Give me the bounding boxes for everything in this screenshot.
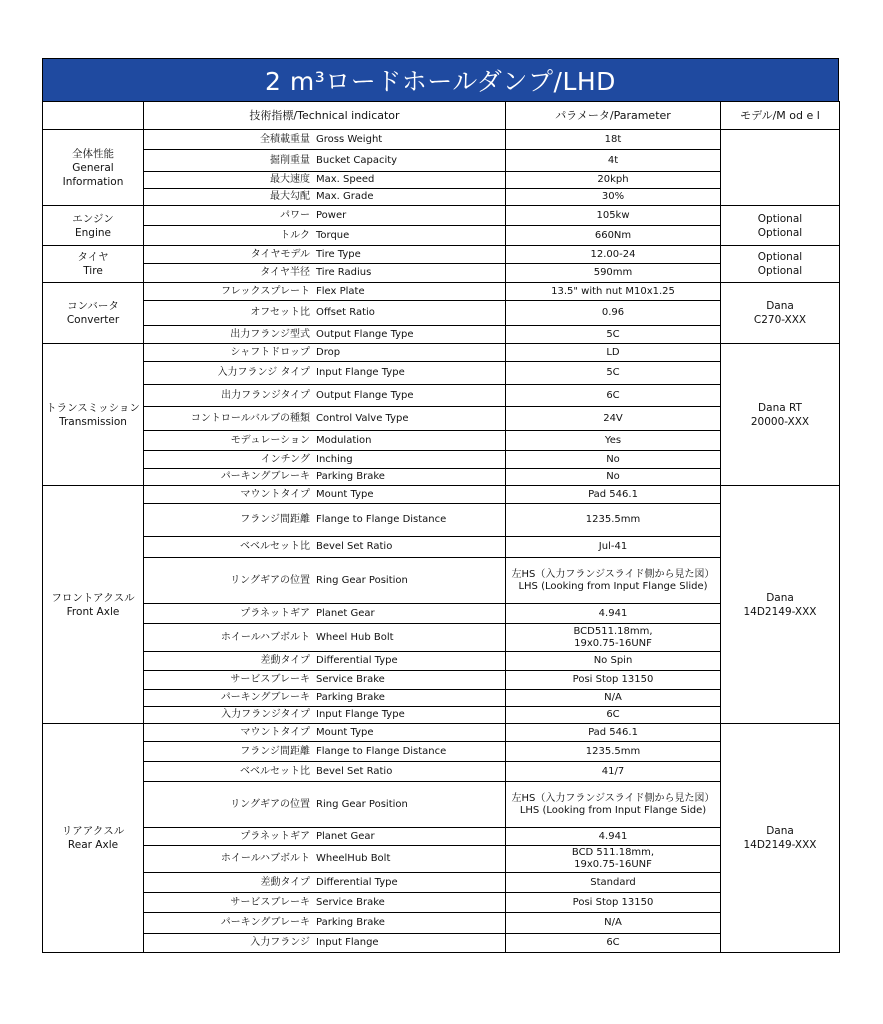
table-row [43, 893, 840, 913]
indicator-en: Bevel Set Ratio [316, 765, 393, 777]
indicator-jp: タイヤ半径 [260, 267, 310, 278]
indicator-jp: マウントタイプ [240, 488, 310, 500]
indicator-jp: サービスブレーキ [230, 896, 310, 908]
indicator-en: Max. Speed [316, 174, 375, 185]
header-parameter: パラメータ/Parameter [506, 102, 721, 130]
table-row [43, 451, 840, 469]
parameter-value [506, 469, 721, 486]
group-label-jp: リアアクスル [61, 825, 125, 837]
parameter-value [506, 934, 721, 953]
parameter-value-line: Posi Stop 13150 [572, 674, 654, 685]
parameter-value-line: 30% [601, 191, 625, 202]
parameter-value-line: 5C [606, 328, 620, 340]
parameter-value [506, 206, 721, 226]
group-label-en: Rear Axle [67, 839, 119, 851]
parameter-value-line: Yes [604, 434, 622, 446]
group-label-cell [43, 283, 144, 344]
indicator-en: Power [316, 209, 347, 221]
indicator-cell [144, 301, 506, 326]
model-line: 14D2149-XXX [743, 605, 817, 618]
indicator-jp: リングギアの位置 [230, 798, 310, 810]
model-line: Dana RT [758, 401, 802, 414]
indicator-jp: フランジ間距離 [240, 745, 310, 757]
parameter-value [506, 558, 721, 604]
parameter-value-line: 41/7 [601, 765, 625, 777]
parameter-value-line: 左HS（入力フランジスライド側から見た図） [511, 568, 715, 580]
indicator-jp: タイヤモデル [250, 248, 310, 260]
table-row [43, 604, 840, 624]
indicator-cell [144, 130, 506, 150]
parameter-value [506, 504, 721, 537]
table-row [43, 762, 840, 782]
group-label-cell [43, 724, 144, 953]
indicator-jp: コントロールバルブの種類 [190, 412, 310, 424]
model-line: Dana [766, 825, 794, 837]
parameter-value [506, 846, 721, 873]
indicator-cell [144, 652, 506, 671]
model-cell [721, 283, 840, 344]
parameter-value-line: Pad 546.1 [588, 726, 638, 738]
parameter-value-line: 0.96 [601, 307, 625, 318]
parameter-value [506, 828, 721, 846]
table-row [43, 206, 840, 226]
model-cell [721, 344, 840, 486]
parameter-value-line: 1235.5mm [585, 745, 641, 757]
table-row [43, 130, 840, 150]
parameter-value-line: 590mm [593, 267, 633, 278]
parameter-value-line: 6C [606, 389, 620, 401]
parameter-value [506, 344, 721, 362]
parameter-value [506, 172, 721, 189]
parameter-value-line: No [606, 453, 620, 465]
indicator-jp: リングギアの位置 [230, 574, 310, 586]
table-row [43, 486, 840, 504]
indicator-cell [144, 246, 506, 264]
group-label-cell [43, 486, 144, 724]
group-label-en: Transmission [59, 415, 127, 428]
parameter-value [506, 130, 721, 150]
parameter-value-line: LHS (Looking from Input Flange Side) [519, 804, 707, 816]
parameter-value-line: 13.5" with nut M10x1.25 [551, 285, 675, 297]
parameter-value-line: 20kph [597, 174, 629, 185]
indicator-en: Flex Plate [316, 285, 365, 297]
indicator-jp: インチング [260, 453, 310, 465]
parameter-value-line: No [606, 471, 620, 482]
table-row [43, 226, 840, 246]
parameter-value [506, 264, 721, 283]
indicator-en: Planet Gear [316, 830, 375, 842]
parameter-value-line: 24V [603, 412, 623, 424]
indicator-en: Inching [316, 453, 353, 465]
group-label-jp: 全体性能 [72, 147, 114, 160]
parameter-value-line: BCD511.18mm, [573, 625, 653, 637]
indicator-en: WheelHub Bolt [316, 853, 391, 864]
indicator-en: Input Flange Type [316, 367, 405, 378]
parameter-value-line: LHS (Looking from Input Flange Slide) [518, 580, 708, 592]
indicator-cell [144, 326, 506, 344]
table-row [43, 326, 840, 344]
table-row [43, 934, 840, 953]
indicator-jp: 入力フランジ タイプ [217, 367, 310, 378]
indicator-en: Mount Type [316, 726, 374, 738]
spec-table [42, 101, 840, 953]
indicator-en: Bevel Set Ratio [316, 541, 393, 552]
indicator-en: Output Flange Type [316, 328, 414, 340]
table-row [43, 690, 840, 707]
parameter-value [506, 246, 721, 264]
table-row [43, 283, 840, 301]
parameter-value-line: 1235.5mm [585, 514, 641, 525]
indicator-cell [144, 846, 506, 873]
parameter-value-line: Pad 546.1 [588, 488, 638, 500]
parameter-value-line: N/A [604, 917, 622, 928]
parameter-value [506, 226, 721, 246]
indicator-en: Service Brake [316, 674, 385, 685]
indicator-jp: 出力フランジタイプ [221, 389, 310, 401]
indicator-en: Planet Gear [316, 607, 375, 619]
indicator-jp: モデュレーション [230, 434, 310, 446]
parameter-value [506, 301, 721, 326]
group-label-jp: トランスミッション [46, 401, 140, 414]
indicator-en: Flange to Flange Distance [316, 514, 447, 525]
model-cell [721, 206, 840, 246]
table-row [43, 707, 840, 724]
indicator-en: Input Flange Type [316, 709, 405, 720]
table-row [43, 558, 840, 604]
indicator-cell [144, 913, 506, 934]
indicator-jp: パワー [280, 209, 310, 221]
model-line: Optional [757, 251, 803, 263]
indicator-jp: シャフトドロップ [230, 346, 310, 358]
indicator-cell [144, 893, 506, 913]
parameter-value [506, 652, 721, 671]
indicator-jp: 差動タイプ [260, 655, 310, 666]
table-row [43, 913, 840, 934]
indicator-cell [144, 690, 506, 707]
group-label-en: General Information [62, 161, 124, 188]
parameter-value [506, 893, 721, 913]
indicator-cell [144, 283, 506, 301]
model-cell [721, 724, 840, 953]
parameter-value [506, 189, 721, 206]
indicator-jp: パーキングブレーキ [220, 692, 310, 703]
parameter-value [506, 385, 721, 407]
parameter-value [506, 537, 721, 558]
table-row [43, 671, 840, 690]
table-row [43, 873, 840, 893]
indicator-en: Bucket Capacity [316, 154, 398, 166]
indicator-en: Tire Radius [316, 267, 372, 278]
parameter-value-line: BCD 511.18mm, [571, 847, 655, 858]
header-model: モデル/M od e l [721, 102, 840, 130]
indicator-cell [144, 226, 506, 246]
indicator-cell [144, 469, 506, 486]
indicator-cell [144, 407, 506, 431]
indicator-jp: フランジ間距離 [240, 514, 310, 525]
table-row [43, 264, 840, 283]
indicator-cell [144, 385, 506, 407]
group-label-jp: エンジン [72, 212, 114, 225]
parameter-value [506, 486, 721, 504]
table-row [43, 246, 840, 264]
group-label-jp: コンバータ [67, 300, 119, 312]
model-line: 20000-XXX [750, 415, 810, 428]
indicator-cell [144, 189, 506, 206]
indicator-en: Torque [316, 229, 350, 241]
parameter-value [506, 724, 721, 742]
model-line: C270-XXX [753, 314, 807, 326]
table-row [43, 172, 840, 189]
parameter-value [506, 873, 721, 893]
parameter-value-line: Posi Stop 13150 [572, 896, 654, 908]
group-label-jp: タイヤ [77, 251, 109, 263]
table-row [43, 537, 840, 558]
indicator-cell [144, 671, 506, 690]
group-label-cell [43, 344, 144, 486]
spec-sheet [42, 58, 839, 953]
table-row [43, 828, 840, 846]
parameter-value-line: LD [606, 346, 620, 358]
parameter-value [506, 407, 721, 431]
indicator-en: Flange to Flange Distance [316, 745, 447, 757]
parameter-value [506, 690, 721, 707]
indicator-cell [144, 624, 506, 652]
table-row [43, 344, 840, 362]
indicator-en: Output Flange Type [316, 389, 414, 401]
indicator-cell [144, 742, 506, 762]
indicator-cell [144, 150, 506, 172]
document-title: 2 m³ロードホールダンプ/LHD [42, 58, 839, 101]
parameter-value-line: Jul-41 [598, 541, 628, 552]
parameter-value-line: 4.941 [598, 607, 628, 619]
model-cell [721, 130, 840, 206]
parameter-value [506, 283, 721, 301]
indicator-en: Parking Brake [316, 471, 385, 482]
model-line: Optional [757, 226, 803, 239]
indicator-jp: フレックスプレート [221, 285, 310, 297]
indicator-cell [144, 707, 506, 724]
model-line: Dana [766, 591, 794, 604]
table-row [43, 385, 840, 407]
model-line: 14D2149-XXX [743, 839, 817, 851]
indicator-cell [144, 828, 506, 846]
indicator-jp: マウントタイプ [240, 726, 310, 738]
indicator-en: Parking Brake [316, 917, 385, 928]
indicator-jp: 最大勾配 [270, 191, 310, 202]
table-row [43, 362, 840, 385]
table-row [43, 189, 840, 206]
indicator-jp: 最大速度 [270, 174, 310, 185]
group-label-jp: フロントアクスル [51, 591, 135, 604]
indicator-jp: ホイールハブボルト [220, 853, 310, 864]
indicator-jp: ホイールハブボルト [220, 631, 310, 643]
model-cell [721, 486, 840, 724]
parameter-value [506, 762, 721, 782]
indicator-jp: パーキングブレーキ [220, 471, 310, 482]
model-cell [721, 246, 840, 283]
table-row [43, 846, 840, 873]
indicator-cell [144, 762, 506, 782]
parameter-value [506, 362, 721, 385]
header-indicator: 技術指標/Technical indicator [144, 102, 506, 130]
parameter-value-line: 19x0.75-16UNF [574, 637, 652, 649]
indicator-en: Offset Ratio [316, 307, 375, 318]
indicator-en: Wheel Hub Bolt [316, 631, 394, 643]
indicator-en: Max. Grade [316, 191, 374, 202]
parameter-value [506, 431, 721, 451]
indicator-en: Parking Brake [316, 692, 385, 703]
parameter-value [506, 624, 721, 652]
indicator-jp: 掘削重量 [270, 154, 310, 166]
parameter-value-line: Standard [590, 876, 636, 888]
group-label-en: Engine [75, 226, 111, 239]
indicator-jp: オフセット比 [250, 307, 310, 318]
parameter-value-line: 5C [606, 367, 620, 378]
indicator-en: Differential Type [316, 876, 398, 888]
table-row [43, 150, 840, 172]
parameter-value [506, 742, 721, 762]
indicator-cell [144, 504, 506, 537]
parameter-value-line: 18t [604, 133, 622, 145]
indicator-cell [144, 344, 506, 362]
parameter-value [506, 913, 721, 934]
table-row [43, 431, 840, 451]
table-row [43, 407, 840, 431]
parameter-value [506, 782, 721, 828]
parameter-value-line: 4.941 [598, 830, 628, 842]
indicator-jp: 入力フランジタイプ [221, 709, 310, 720]
parameter-value [506, 671, 721, 690]
indicator-jp: 差動タイプ [260, 876, 310, 888]
table-row [43, 301, 840, 326]
indicator-en: Modulation [316, 434, 372, 446]
parameter-value-line: 660Nm [594, 229, 632, 241]
parameter-value [506, 150, 721, 172]
table-row [43, 782, 840, 828]
indicator-en: Differential Type [316, 655, 398, 666]
indicator-cell [144, 558, 506, 604]
parameter-value [506, 451, 721, 469]
indicator-cell [144, 934, 506, 953]
indicator-jp: サービスブレーキ [230, 674, 310, 685]
table-row [43, 724, 840, 742]
indicator-en: Mount Type [316, 488, 374, 500]
parameter-value-line: 105kw [596, 209, 630, 221]
indicator-cell [144, 537, 506, 558]
model-line: Optional [757, 265, 803, 277]
indicator-cell [144, 451, 506, 469]
table-row [43, 469, 840, 486]
indicator-en: Tire Type [316, 248, 361, 260]
indicator-jp: 出力フランジ型式 [230, 328, 310, 340]
model-line: Dana [766, 300, 794, 312]
table-row [43, 504, 840, 537]
indicator-cell [144, 604, 506, 624]
indicator-en: Drop [316, 346, 341, 358]
indicator-jp: ベベルセット比 [240, 541, 310, 552]
parameter-value-line: 19x0.75-16UNF [574, 859, 652, 870]
indicator-cell [144, 172, 506, 189]
parameter-value-line: No Spin [593, 655, 633, 666]
parameter-value [506, 707, 721, 724]
parameter-value-line: 6C [606, 709, 620, 720]
table-row [43, 742, 840, 762]
parameter-value-line: 4t [607, 154, 619, 166]
header-row [43, 102, 840, 130]
group-label-cell [43, 246, 144, 283]
group-label-cell [43, 206, 144, 246]
parameter-value-line: 左HS（入力フランジスライド側から見た図） [511, 792, 715, 804]
indicator-jp: トルク [280, 229, 310, 241]
parameter-value [506, 604, 721, 624]
indicator-en: Gross Weight [316, 133, 383, 145]
indicator-jp: プラネットギア [240, 607, 310, 619]
indicator-en: Control Valve Type [316, 412, 409, 424]
indicator-jp: プラネットギア [240, 830, 310, 842]
indicator-jp: 入力フランジ [250, 937, 310, 948]
indicator-en: Ring Gear Position [316, 574, 408, 586]
indicator-cell [144, 362, 506, 385]
parameter-value-line: N/A [604, 692, 622, 703]
group-label-en: Front Axle [66, 605, 120, 618]
model-line: Optional [757, 212, 803, 225]
indicator-cell [144, 782, 506, 828]
indicator-en: Ring Gear Position [316, 798, 408, 810]
group-label-cell [43, 130, 144, 206]
indicator-cell [144, 264, 506, 283]
indicator-en: Service Brake [316, 896, 385, 908]
parameter-value-line: 12.00-24 [590, 248, 636, 260]
indicator-cell [144, 724, 506, 742]
indicator-jp: パーキングブレーキ [220, 917, 310, 928]
header-group-cell [43, 102, 144, 130]
parameter-value [506, 326, 721, 344]
parameter-value-line: 6C [606, 937, 620, 948]
indicator-jp: 全積載重量 [260, 133, 310, 145]
indicator-en: Input Flange [316, 937, 379, 948]
indicator-jp: ベベルセット比 [240, 765, 310, 777]
indicator-cell [144, 206, 506, 226]
indicator-cell [144, 486, 506, 504]
indicator-cell [144, 431, 506, 451]
group-label-en: Tire [83, 265, 103, 277]
indicator-cell [144, 873, 506, 893]
table-row [43, 624, 840, 652]
table-row [43, 652, 840, 671]
group-label-en: Converter [66, 314, 120, 326]
